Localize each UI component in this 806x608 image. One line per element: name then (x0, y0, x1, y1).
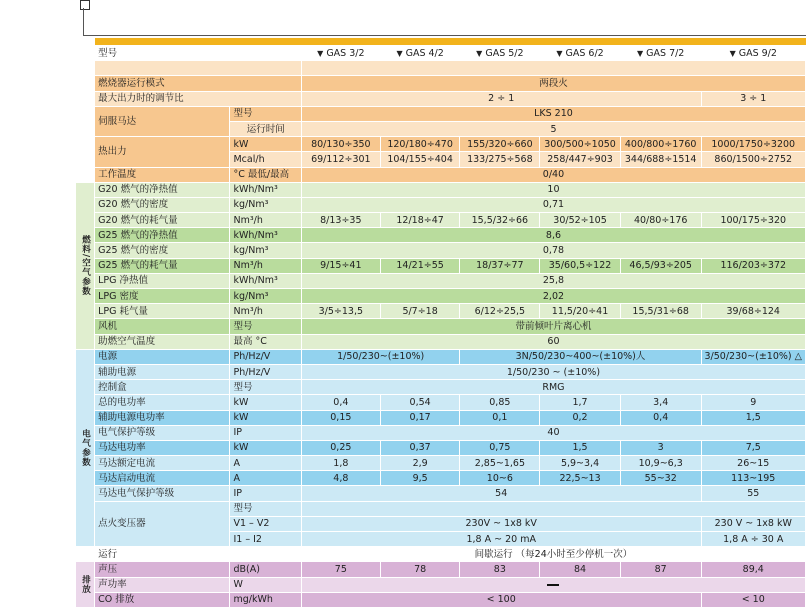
table-cell: 0/40 (301, 167, 805, 182)
model-header (301, 46, 380, 61)
table-row (76, 471, 806, 486)
table-cell: 133/275÷568 (460, 152, 540, 167)
table-cell: 5 (301, 121, 805, 136)
table-row (76, 91, 806, 106)
triangle-down-icon: ▼ (396, 48, 403, 58)
model-header (460, 46, 540, 61)
table-cell: 15,5/31÷68 (620, 304, 701, 319)
table-cell: 80/130÷350 (301, 137, 380, 152)
table-cell: LPG 耗气量 (95, 304, 230, 319)
table-cell: kWh/Nm³ (230, 273, 301, 288)
header-accent-bar (95, 38, 806, 45)
table-row (76, 349, 806, 364)
table-cell: 5/7÷18 (380, 304, 460, 319)
table-cell (301, 577, 805, 592)
table-row (76, 380, 806, 395)
table-cell: 伺服马达 (95, 106, 230, 136)
table-cell: 46,5/93÷205 (620, 258, 701, 273)
table-row (76, 243, 806, 258)
table-cell: 辅助电源电功率 (95, 410, 230, 425)
table-row (76, 106, 806, 121)
table-cell: 116/203÷372 (701, 258, 806, 273)
table-cell: 马达电气保护等级 (95, 486, 230, 501)
table-cell: 84 (540, 562, 621, 577)
table-cell (76, 76, 95, 91)
model-header (701, 46, 806, 61)
table-cell (76, 91, 95, 106)
table-cell: 型号 (230, 380, 301, 395)
table-cell: 89,4 (701, 562, 806, 577)
table-cell: 2,85~1,65 (460, 456, 540, 471)
table-cell: 400/800÷1760 (620, 137, 701, 152)
table-row (76, 228, 806, 243)
table-row (76, 562, 806, 577)
table-cell: W (230, 577, 301, 592)
table-cell: Nm³/h (230, 304, 301, 319)
table-row (76, 258, 806, 273)
table-cell: 35/60,5÷122 (540, 258, 621, 273)
table-cell (76, 547, 95, 562)
table-cell: 18/37÷77 (460, 258, 540, 273)
side-label-elec: 电气参数 (76, 349, 95, 546)
table-cell (76, 152, 95, 167)
table-cell (76, 137, 95, 152)
table-cell: 55~32 (620, 471, 701, 486)
table-cell: 燃烧器运行模式 (95, 76, 302, 91)
table-cell: 258/447÷903 (540, 152, 621, 167)
table-cell: 30/52÷105 (540, 213, 621, 228)
model-name: GAS 9/2 (738, 47, 777, 59)
table-cell: 0,17 (380, 410, 460, 425)
table-cell: 运行 (95, 547, 230, 562)
table-cell: 10 (301, 182, 805, 197)
table-cell: 5,9~3,4 (540, 456, 621, 471)
triangle-down-icon: ▼ (317, 48, 324, 58)
table-row (76, 486, 806, 501)
table-cell: 300/500÷1050 (540, 137, 621, 152)
table-cell: 马达启动电流 (95, 471, 230, 486)
table-cell: 2 ÷ 1 (301, 91, 701, 106)
table-cell: 1000/1750÷3200 (701, 137, 806, 152)
table-cell: 3,4 (620, 395, 701, 410)
table-cell: 3 (620, 440, 701, 455)
table-cell: 1,8 A ÷ 30 A (701, 532, 806, 547)
table-row (76, 273, 806, 288)
table-cell: 83 (460, 562, 540, 577)
model-name: GAS 6/2 (565, 47, 604, 59)
table-cell (76, 46, 95, 61)
table-row (76, 137, 806, 152)
table-cell: 电源 (95, 349, 230, 364)
table-cell: 113~195 (701, 471, 806, 486)
table-cell: 344/688÷1514 (620, 152, 701, 167)
table-cell: 25,8 (301, 273, 805, 288)
table-cell: 54 (301, 486, 701, 501)
table-cell: 1/50/230 ~ (±10%) (301, 364, 805, 379)
table-cell: °C 最低/最高 (230, 167, 301, 182)
table-cell: kW (230, 410, 301, 425)
table-row (76, 547, 806, 562)
table-cell: G25 燃气的净热值 (95, 228, 230, 243)
table-header-row (76, 46, 806, 61)
table-cell: I1 – I2 (230, 532, 301, 547)
table-cell: kg/Nm³ (230, 289, 301, 304)
table-cell: 22,5~13 (540, 471, 621, 486)
table-cell: Ph/Hz/V (230, 364, 301, 379)
table-cell: 230 V ~ 1x8 kW (701, 516, 806, 531)
table-cell: 1,8 (301, 456, 380, 471)
table-row (76, 182, 806, 197)
table-cell (76, 167, 95, 182)
table-cell: CO 排放 (95, 592, 230, 607)
section-marker (80, 0, 90, 10)
table-cell: 0,85 (460, 395, 540, 410)
table-cell: Mcal/h (230, 152, 301, 167)
table-cell (301, 61, 805, 76)
table-cell: 3/5÷13,5 (301, 304, 380, 319)
triangle-down-icon: ▼ (637, 48, 644, 58)
table-cell: 声功率 (95, 577, 230, 592)
table-cell: 最高 °C (230, 334, 301, 349)
table-cell: 230V ~ 1x8 kV (301, 516, 701, 531)
table-cell: mg/kWh (230, 592, 301, 607)
table-row (76, 440, 806, 455)
table-cell: 60 (301, 334, 805, 349)
table-cell: 0,4 (620, 410, 701, 425)
table-cell: 运行时间 (230, 121, 301, 136)
model-name: GAS 3/2 (326, 47, 365, 59)
table-cell (76, 106, 95, 121)
table-cell: 75 (301, 562, 380, 577)
table-cell: G20 燃气的净热值 (95, 182, 230, 197)
table-cell: 10,9~6,3 (620, 456, 701, 471)
table-cell: kW (230, 440, 301, 455)
table-cell: 78 (380, 562, 460, 577)
table-row (76, 304, 806, 319)
table-cell: 0,2 (540, 410, 621, 425)
model-name: GAS 7/2 (646, 47, 685, 59)
table-cell: 15,5/32÷66 (460, 213, 540, 228)
table-cell: kg/Nm³ (230, 197, 301, 212)
table-row (76, 456, 806, 471)
table-cell: 两段火 (301, 76, 805, 91)
table-cell (301, 501, 805, 516)
table-cell: 声压 (95, 562, 230, 577)
table-cell: V1 – V2 (230, 516, 301, 531)
table-cell: 最大出力时的调节比 (95, 91, 302, 106)
table-cell: 风机 (95, 319, 230, 334)
table-row (76, 364, 806, 379)
table-cell: 7,5 (701, 440, 806, 455)
table-cell: RMG (301, 380, 805, 395)
table-cell: 39/68÷124 (701, 304, 806, 319)
table-cell: 总的电功率 (95, 395, 230, 410)
table-cell: 0,25 (301, 440, 380, 455)
table-cell: 0,4 (301, 395, 380, 410)
table-cell: Nm³/h (230, 213, 301, 228)
table-cell: dB(A) (230, 562, 301, 577)
table-row (76, 395, 806, 410)
connector-line (83, 8, 84, 36)
table-cell: 14/21÷55 (380, 258, 460, 273)
table-cell: 100/175÷320 (701, 213, 806, 228)
model-header (540, 46, 621, 61)
table-cell: 工作温度 (95, 167, 230, 182)
table-cell: 0,37 (380, 440, 460, 455)
table-row (76, 577, 806, 592)
table-row (76, 334, 806, 349)
table-cell: Nm³/h (230, 258, 301, 273)
table-cell: 8,6 (301, 228, 805, 243)
table-cell: 3 ÷ 1 (701, 91, 806, 106)
table-row (76, 425, 806, 440)
table-cell: 0,78 (301, 243, 805, 258)
model-name: GAS 5/2 (485, 47, 524, 59)
table-cell: 120/180÷470 (380, 137, 460, 152)
table-cell: 1,7 (540, 395, 621, 410)
model-header (620, 46, 701, 61)
table-cell: 马达电功率 (95, 440, 230, 455)
table-cell: LPG 密度 (95, 289, 230, 304)
table-cell: 2,9 (380, 456, 460, 471)
table-cell: 155/320÷660 (460, 137, 540, 152)
table-row (76, 319, 806, 334)
table-cell: A (230, 456, 301, 471)
table-cell: 0,1 (460, 410, 540, 425)
table-cell: 间歇运行 （每24小时至少停机一次） (301, 547, 805, 562)
table-row (76, 197, 806, 212)
triangle-down-icon: ▼ (729, 48, 736, 58)
table-cell: 辅助电源 (95, 364, 230, 379)
table-row (76, 501, 806, 516)
table-cell: 12/18÷47 (380, 213, 460, 228)
table-cell: 3/50/230~(±10%) △ (701, 349, 806, 364)
side-label-emis: 排放 (76, 562, 95, 608)
table-cell: 热出力 (95, 137, 230, 167)
spec-table (75, 45, 806, 608)
spacer-row (76, 61, 806, 76)
table-cell: 9 (701, 395, 806, 410)
table-cell: 860/1500÷2752 (701, 152, 806, 167)
table-cell: 1,5 (701, 410, 806, 425)
table-cell: G25 燃气的耗气量 (95, 258, 230, 273)
table-cell: 11,5/20÷41 (540, 304, 621, 319)
table-cell: 型号 (230, 501, 301, 516)
table-cell: 0,15 (301, 410, 380, 425)
table-cell: 6/12÷25,5 (460, 304, 540, 319)
table-cell: 0,75 (460, 440, 540, 455)
table-cell: 104/155÷404 (380, 152, 460, 167)
table-cell: IP (230, 425, 301, 440)
table-cell (230, 547, 301, 562)
triangle-down-icon: ▼ (476, 48, 483, 58)
table-cell: 9/15÷41 (301, 258, 380, 273)
table-cell: 69/112÷301 (301, 152, 380, 167)
table-row (76, 289, 806, 304)
dash-icon (547, 584, 559, 586)
side-label-fuel: 燃料/空气参数 (76, 182, 95, 349)
table-cell: 型号 (230, 106, 301, 121)
table-cell (95, 61, 302, 76)
table-cell: Ph/Hz/V (230, 349, 301, 364)
table-cell: IP (230, 486, 301, 501)
table-cell: 1/50/230~(±10%) (301, 349, 460, 364)
table-cell: 型号 (230, 319, 301, 334)
table-row (76, 410, 806, 425)
table-cell: 电气保护等级 (95, 425, 230, 440)
table-cell: kW (230, 395, 301, 410)
table-cell: 马达额定电流 (95, 456, 230, 471)
table-row (76, 76, 806, 91)
table-cell: kW (230, 137, 301, 152)
table-cell: G20 燃气的密度 (95, 197, 230, 212)
table-cell: 9,5 (380, 471, 460, 486)
table-cell: LPG 净热值 (95, 273, 230, 288)
table-cell: kWh/Nm³ (230, 182, 301, 197)
divider (83, 35, 806, 36)
table-cell: kWh/Nm³ (230, 228, 301, 243)
table-cell: 助燃空气温度 (95, 334, 230, 349)
table-cell: 0,71 (301, 197, 805, 212)
table-cell: A (230, 471, 301, 486)
table-cell: 26~15 (701, 456, 806, 471)
table-cell: 10~6 (460, 471, 540, 486)
table-cell: 点火变压器 (95, 501, 230, 547)
table-cell (76, 121, 95, 136)
table-cell: < 10 (701, 592, 806, 607)
table-cell: 0,54 (380, 395, 460, 410)
model-header (380, 46, 460, 61)
table-cell: 带前倾叶片离心机 (301, 319, 805, 334)
table-cell: 8/13÷35 (301, 213, 380, 228)
table-cell: 87 (620, 562, 701, 577)
table-cell: G20 燃气的耗气量 (95, 213, 230, 228)
table-cell: 3N/50/230~400~(±10%)人 (460, 349, 701, 364)
table-cell: LKS 210 (301, 106, 805, 121)
table-cell: 1,5 (540, 440, 621, 455)
table-cell: 1,8 A ~ 20 mA (301, 532, 701, 547)
table-cell: 控制盒 (95, 380, 230, 395)
table-cell: 40/80÷176 (620, 213, 701, 228)
table-cell: < 100 (301, 592, 701, 607)
table-row (76, 167, 806, 182)
table-cell: kg/Nm³ (230, 243, 301, 258)
table-cell: 55 (701, 486, 806, 501)
table-cell: G25 燃气的密度 (95, 243, 230, 258)
table-cell: 4,8 (301, 471, 380, 486)
table-cell (76, 61, 95, 76)
table-cell: 40 (301, 425, 805, 440)
header-label: 型号 (95, 46, 302, 61)
model-name: GAS 4/2 (405, 47, 444, 59)
table-row (76, 592, 806, 607)
table-row (76, 213, 806, 228)
table-cell: 2,02 (301, 289, 805, 304)
triangle-down-icon: ▼ (556, 48, 563, 58)
